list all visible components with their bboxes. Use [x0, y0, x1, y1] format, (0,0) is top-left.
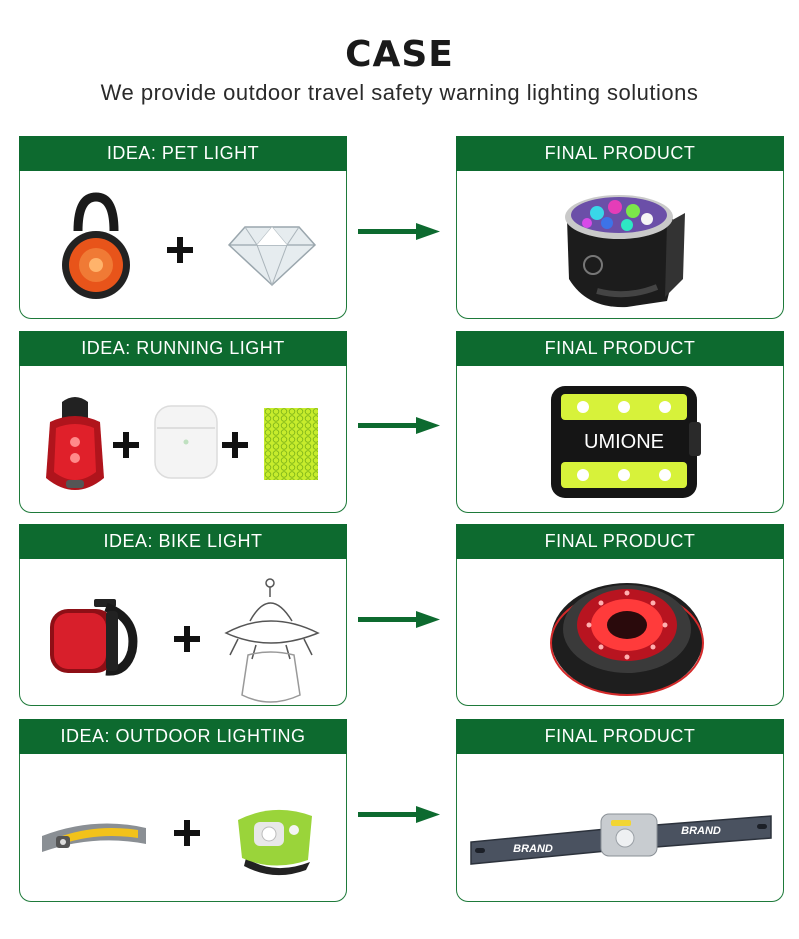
idea-card-title: IDEA: PET LIGHT: [19, 136, 347, 171]
arrow-right-icon: [358, 611, 440, 629]
ufo-sketch-image: [220, 575, 324, 711]
final-card-outdoor-lighting: [456, 719, 784, 902]
arrow-right-icon: [358, 417, 440, 435]
clip-light-image: [40, 392, 110, 502]
idea-card-outdoor-lighting: [19, 719, 347, 902]
final-card-body: [456, 366, 784, 513]
final-card-running-light: [456, 331, 784, 513]
round-bike-light-image: [549, 569, 705, 697]
plus-icon: [172, 818, 202, 848]
idea-card-title: IDEA: BIKE LIGHT: [19, 524, 347, 559]
final-card-pet-light: [456, 136, 784, 319]
plus-icon: [111, 430, 141, 460]
rgb-clip-light-image: [557, 179, 687, 315]
final-card-bike-light: [456, 524, 784, 706]
reflective-patch-image: [264, 408, 318, 480]
diamond-image: [227, 223, 317, 287]
idea-card-body: [19, 754, 347, 902]
pet-light-image: [56, 191, 136, 306]
final-card-body: [456, 559, 784, 706]
final-card-title: FINAL PRODUCT: [456, 524, 784, 559]
green-headlamp-image: [234, 796, 316, 876]
final-card-title: FINAL PRODUCT: [456, 331, 784, 366]
plus-icon: [172, 624, 202, 654]
product-brand-text: UMIONE: [584, 431, 664, 453]
final-card-title: FINAL PRODUCT: [456, 136, 784, 171]
strap-brand-text-left: BRAND: [513, 843, 553, 855]
idea-card-pet-light: [19, 136, 347, 319]
idea-card-bike-light: [19, 524, 347, 706]
plus-icon: [165, 235, 195, 265]
bike-tail-light-image: [46, 599, 138, 681]
brand-headlamp-strap-image: [467, 798, 775, 874]
arrow-right-icon: [358, 806, 440, 824]
idea-card-running-light: [19, 331, 347, 513]
headband-light-image: [38, 814, 150, 858]
final-card-body: [456, 754, 784, 902]
idea-card-body: [19, 171, 347, 319]
earbud-case-image: [153, 404, 219, 480]
umione-light-image: [549, 382, 703, 500]
plus-icon: [220, 430, 250, 460]
page-title: CASE: [345, 34, 454, 75]
idea-card-body: [19, 366, 347, 513]
arrow-right-icon: [358, 223, 440, 241]
idea-card-title: IDEA: RUNNING LIGHT: [19, 331, 347, 366]
idea-card-title: IDEA: OUTDOOR LIGHTING: [19, 719, 347, 754]
strap-brand-text-right: BRAND: [681, 825, 721, 837]
idea-card-body: [19, 559, 347, 706]
final-card-body: [456, 171, 784, 319]
page-subtitle: We provide outdoor travel safety warning lighting solutions: [100, 80, 699, 105]
final-card-title: FINAL PRODUCT: [456, 719, 784, 754]
